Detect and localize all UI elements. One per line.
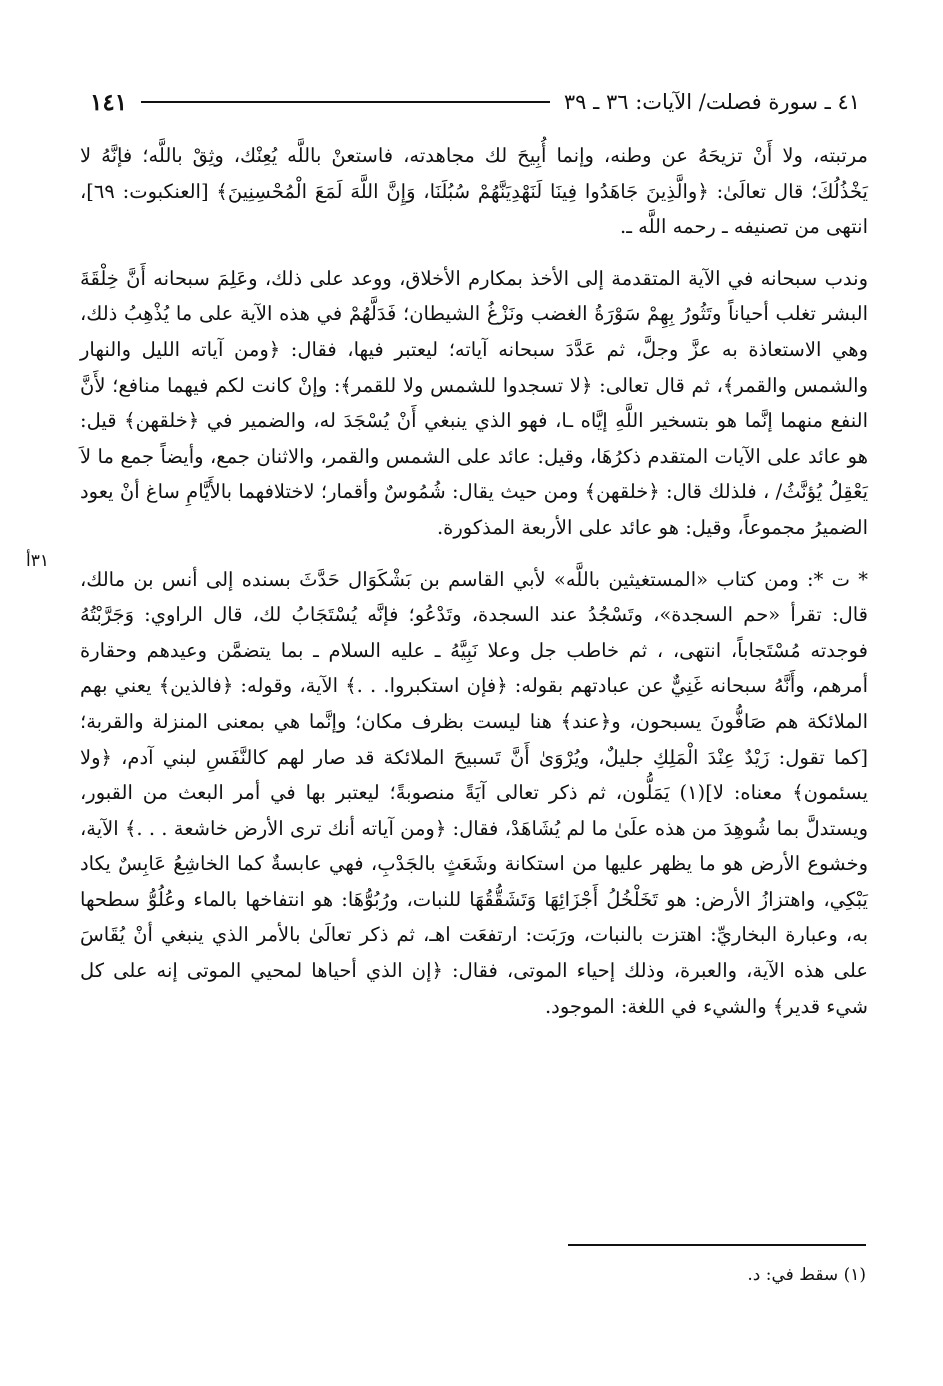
main-text [80,138,868,1024]
running-header [90,82,860,122]
paragraph-3: * ت *: ومن كتاب «المستغيثين باللَّه» لأبي القاسم بن بَشْكَوَال حَدَّثَ بسنده إلى أنس بن مالك، قال: تقرأ «حم السجدة»، وتَسْجُدُ عند السجدة، وتَدْعُو؛ فإنَّه يُسْتَجَابُ لك، قال الراوي: وَجَرَّبْتُهُ فوجدته مُسْتَجاباً، انتهى، ، ثم خاطب جل وعلا نَبِيَّهُ ـ عليه السلام ـ بما يتضمَّن وعيدهم وحقارة أمرهم، وأَنَّهُ سبحانه غَنِيٌّ عن عبادتهم بقوله: ﴿فإن استكبروا. . .﴾ الآية، وقوله: ﴿فالذين﴾ يعني بهم الملائكة هم صَافُّونَ يسبحون، و﴿عند﴾ هنا ليست بظرف مكان؛ وإنَّما هي بمعنى المنزلة والقربة؛ [كما تقول: زَيْدٌ عِنْدَ الْمَلِكِ جليلٌ، ويُرْوَىٰ أَنَّ تَسبيحَ الملائكة قد صار لهم كالنَّفَسِ لبني آدم، ﴿ولا يسئمون﴾ معناه: لا](١) يَمَلُّون، ثم ذكر تعالى آيَةً منصوبةً؛ ليعتبر بها في أمر البعث من القبور، ويستدلَّ بما شُوهِدَ من هذه علَىٰ ما لم يُشَاهَدْ، فقال: ﴿ومن آياته أنك ترى الأرض خاشعة . . .﴾ الآية، وخشوع الأرض هو ما يظهر عليها من استكانة وشَعَثٍ بالجَدْبِ، فهي عابسةٌ كما الخاشِعُ عَابِسٌ يكاد يَبْكِي، واهتزازُ الأرض: هو تَخَلْخُلُ أَجْزَائِهَا وَتَشَقُّقُهَا للنبات، ورُبُوُّهَا: هو انتفاخها بالماء وعُلُوُّ سطحها به، وعبارة البخاريِّ: اهتزت بالنبات، ورَبَت: ارتفعَت اهـ، ثم ذكر تعالَىٰ بالأمر الذي ينبغي أنْ يُقَاسَ على هذه الآية، والعبرة، وذلك إحياء الموتى، فقال: ﴿إن الذي أحياها لمحيي الموتى إنه على كل شيء قدير﴾ والشيء في اللغة: الموجود. [80,567,869,1018]
footnote: (١) سقط في: د. [747,1265,866,1285]
header-title: ٤١ ـ سورة فصلت/ الآيات: ٣٦ ـ ٣٩ [563,90,860,114]
page-number: ١٤١ [90,88,128,116]
header-rule [141,101,550,103]
margin-folio-note: ٣١أ [26,551,49,571]
footnote-separator [568,1244,866,1246]
paragraph-2: وندب سبحانه في الآية المتقدمة إلى الأخذ بمكارم الأخلاق، ووعد على ذلك، وعَلِمَ سبحانه أَنَّ خِلْقَةَ البشر تغلب أحياناً وتَثُورُ بِهِمْ سَوْرَةُ الغضب ونَزْغُ الشيطان؛ فَدَلَّهُمْ في هذه الآية على ما يُذْهِبُ ذلك، وهي الاستعاذة به عزَّ وجلَّ، ثم عَدَّدَ سبحانه آياته؛ ليعتبر فيها، فقال: ﴿ومن آياته الليل والنهار والشمس والقمر﴾، ثم قال تعالى: ﴿لا تسجدوا للشمس ولا للقمر﴾: وإنْ كانت لكم فيهما منافع؛ لأَنَّ النفع منهما إنَّما هو بتسخير اللَّهِ إيَّاه ـا، فهو الذي ينبغي أَنْ يُسْجَدَ له، والضمير في ﴿خلقهن﴾ قيل: هو عائد على الآيات المتقدم ذكرُهَا، وقيل: عائد على الشمس والقمر، والاثنان جمع، وأيضاً جمع ما لاَ يَعْقِلُ يُؤنَّثُ/ ، فلذلك قال: ﴿خلقهن﴾ ومن حيث يقال: شُمُوسٌ وأقمار؛ لاختلافهما بالأَيَّامِ ساغ أنْ يعود الضميرُ مجموعاً، وقيل: هو عائد على الأربعة المذكورة. [80,266,868,539]
paragraph-1: مرتبته، ولا أَنْ تزيحَهُ عن وطنه، وإنما أُبِيحَ لك مجاهدته، فاستعنْ باللَّه يُعِنْك، وثِقْ باللَّه؛ فإنَّهُ لا يَخْذُلُكَ؛ قال تعالَىٰ: ﴿والَّذِينَ جَاهَدُوا فِينَا لَنَهْدِيَنَّهُمْ سُبُلَنَا، وَإِنَّ اللَّهَ لَمَعَ الْمُحْسِنِينَ﴾ [العنكبوت: ٦٩]، انتهى من تصنيفه ـ رحمه اللَّه ـ. [80,144,868,239]
